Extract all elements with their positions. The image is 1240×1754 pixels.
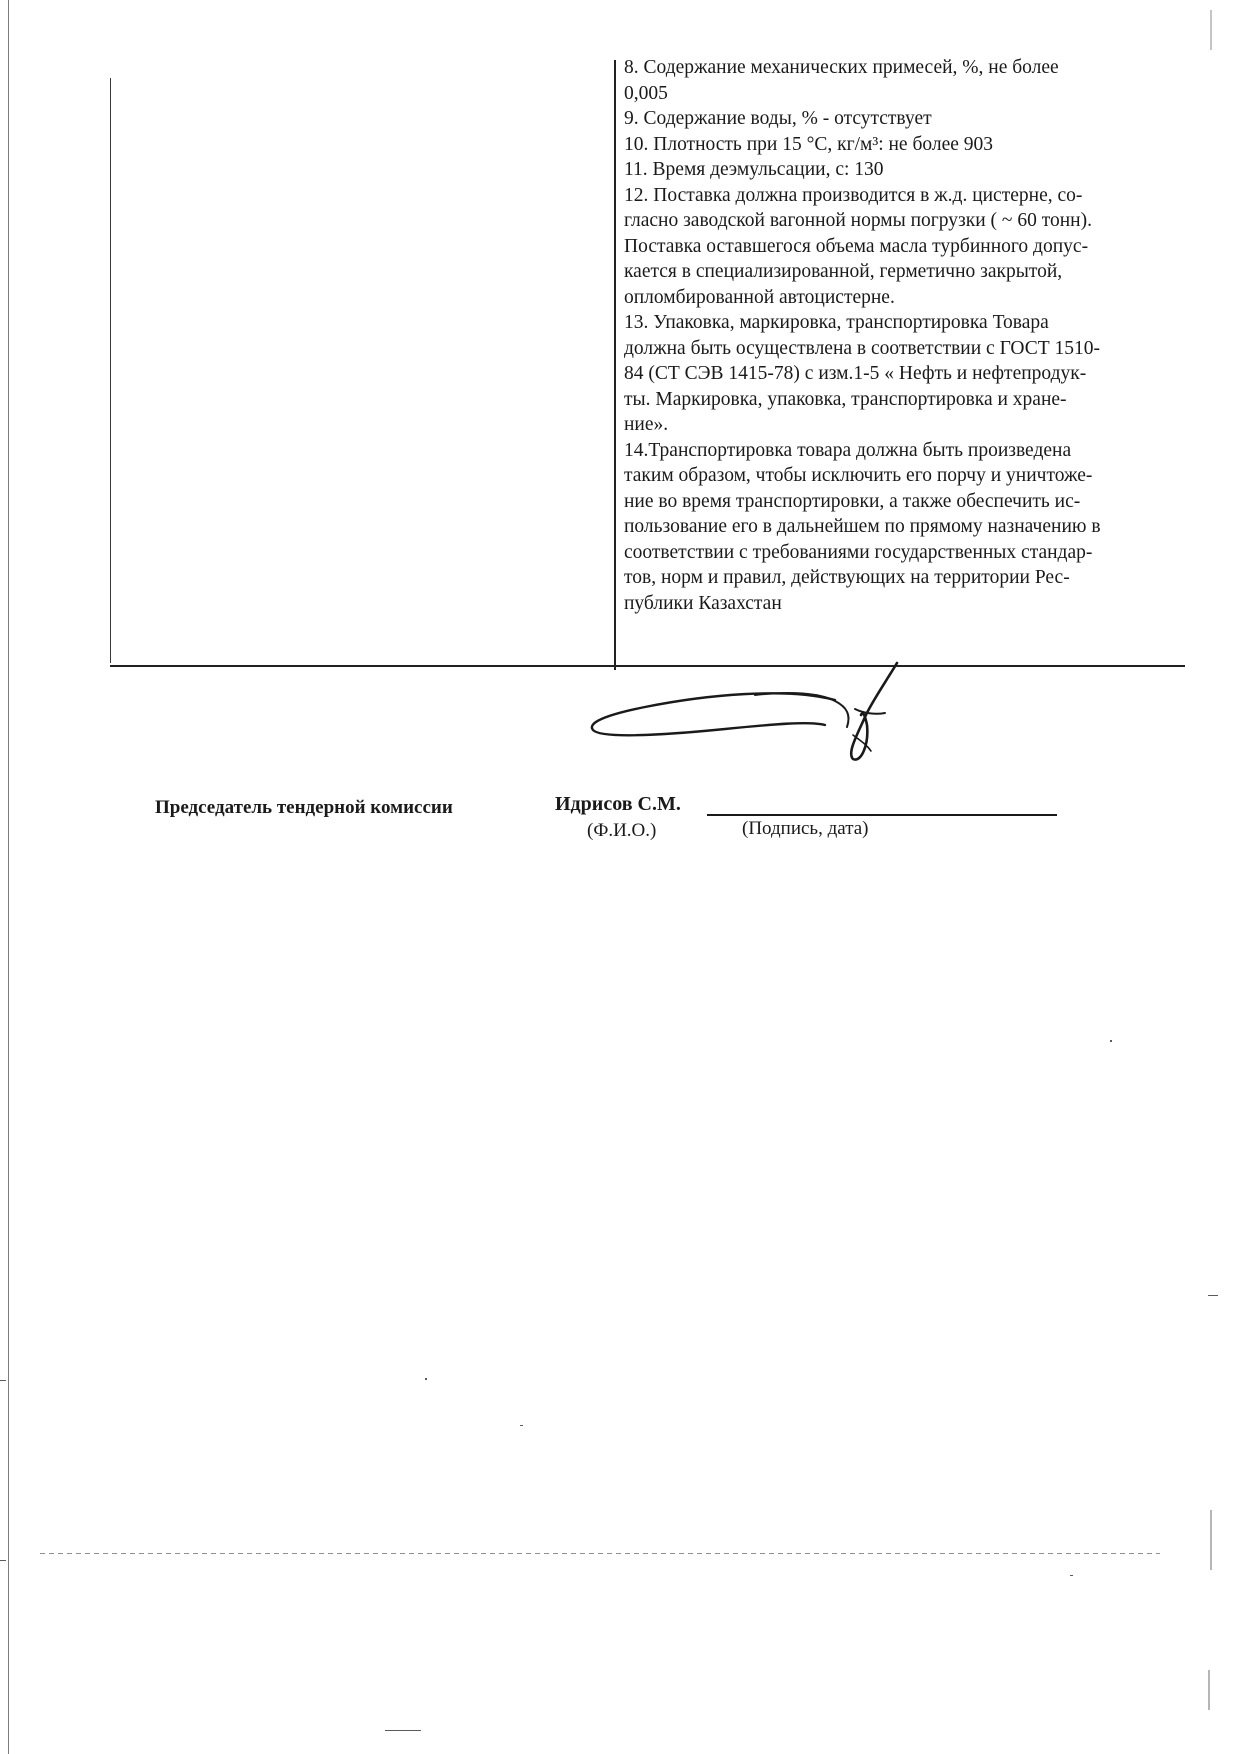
sign-date-caption: (Подпись, дата) [742, 818, 869, 839]
scan-speck [0, 1560, 6, 1561]
fio-caption: (Ф.И.О.) [587, 820, 657, 841]
position-label: Председатель тендерной комиссии [155, 797, 453, 818]
requirement-line: ты. Маркировка, упаковка, транспортировка и хране- [624, 388, 1067, 410]
requirement-line: соответствии с требованиями государственных стандар- [624, 541, 1093, 563]
requirement-line: 0,005 [624, 82, 668, 104]
scan-speck [1208, 1295, 1218, 1296]
requirement-line: пользование его в дальнейшем по прямому назначению в [624, 516, 1101, 537]
requirement-line: 11. Время деэмульсации, с: 130 [624, 159, 884, 180]
signatory-name: Идрисов С.М. [555, 793, 681, 815]
scan-speck [0, 1380, 6, 1381]
scan-speck [425, 1378, 427, 1380]
scan-speck [1070, 1575, 1073, 1576]
table-left-border [110, 78, 111, 663]
technical-requirements-cell [624, 55, 1184, 616]
requirement-line: 12. Поставка должна производится в ж.д. цистерне, со- [624, 184, 1083, 206]
signature-line [707, 814, 1057, 816]
scan-speck [385, 1730, 421, 1731]
requirement-line: Поставка оставшегося объема масла турбинного допус- [624, 235, 1089, 257]
scan-speck [1208, 1670, 1210, 1710]
scan-speck [1210, 10, 1212, 50]
requirement-line: кается в специализированной, герметично закрытой, [624, 261, 1063, 282]
requirement-line: 8. Содержание механических примесей, %, не более [624, 57, 1059, 78]
scan-edge-line [8, 0, 9, 1754]
handwritten-signature [585, 655, 905, 770]
requirement-line: должна быть осуществлена в соответствии с ГОСТ 1510- [624, 337, 1100, 359]
table-column-divider [614, 60, 616, 670]
scan-speck [1210, 1510, 1212, 1570]
scan-speck [520, 1425, 523, 1426]
requirement-line: 14.Транспортировка товара должна быть произведена [624, 439, 1072, 461]
requirement-line: ние во время транспортировки, а также обеспечить ис- [624, 490, 1081, 512]
requirement-line: 13. Упаковка, маркировка, транспортировка Товара [624, 312, 1049, 333]
requirement-line: опломбированной автоцистерне. [624, 286, 895, 308]
requirement-line: 9. Содержание воды, % - отсутствует [624, 108, 932, 129]
requirement-line: гласно заводской вагонной нормы погрузки ( ~ 60 тонн). [624, 210, 1092, 231]
requirement-line: ние». [624, 414, 669, 435]
requirement-line: 10. Плотность при 15 °С, кг/м³: не более 903 [624, 133, 994, 155]
scan-artifact-dashes [40, 1553, 1160, 1554]
requirement-line: 84 (СТ СЭВ 1415-78) с изм.1-5 « Нефть и нефтепродук- [624, 363, 1087, 384]
requirement-line: таким образом, чтобы исключить его порчу и уничтоже- [624, 465, 1093, 486]
requirement-line: публики Казахстан [624, 592, 782, 614]
scan-speck [1110, 1040, 1112, 1042]
requirement-line: тов, норм и правил, действующих на территории Рес- [624, 567, 1070, 588]
